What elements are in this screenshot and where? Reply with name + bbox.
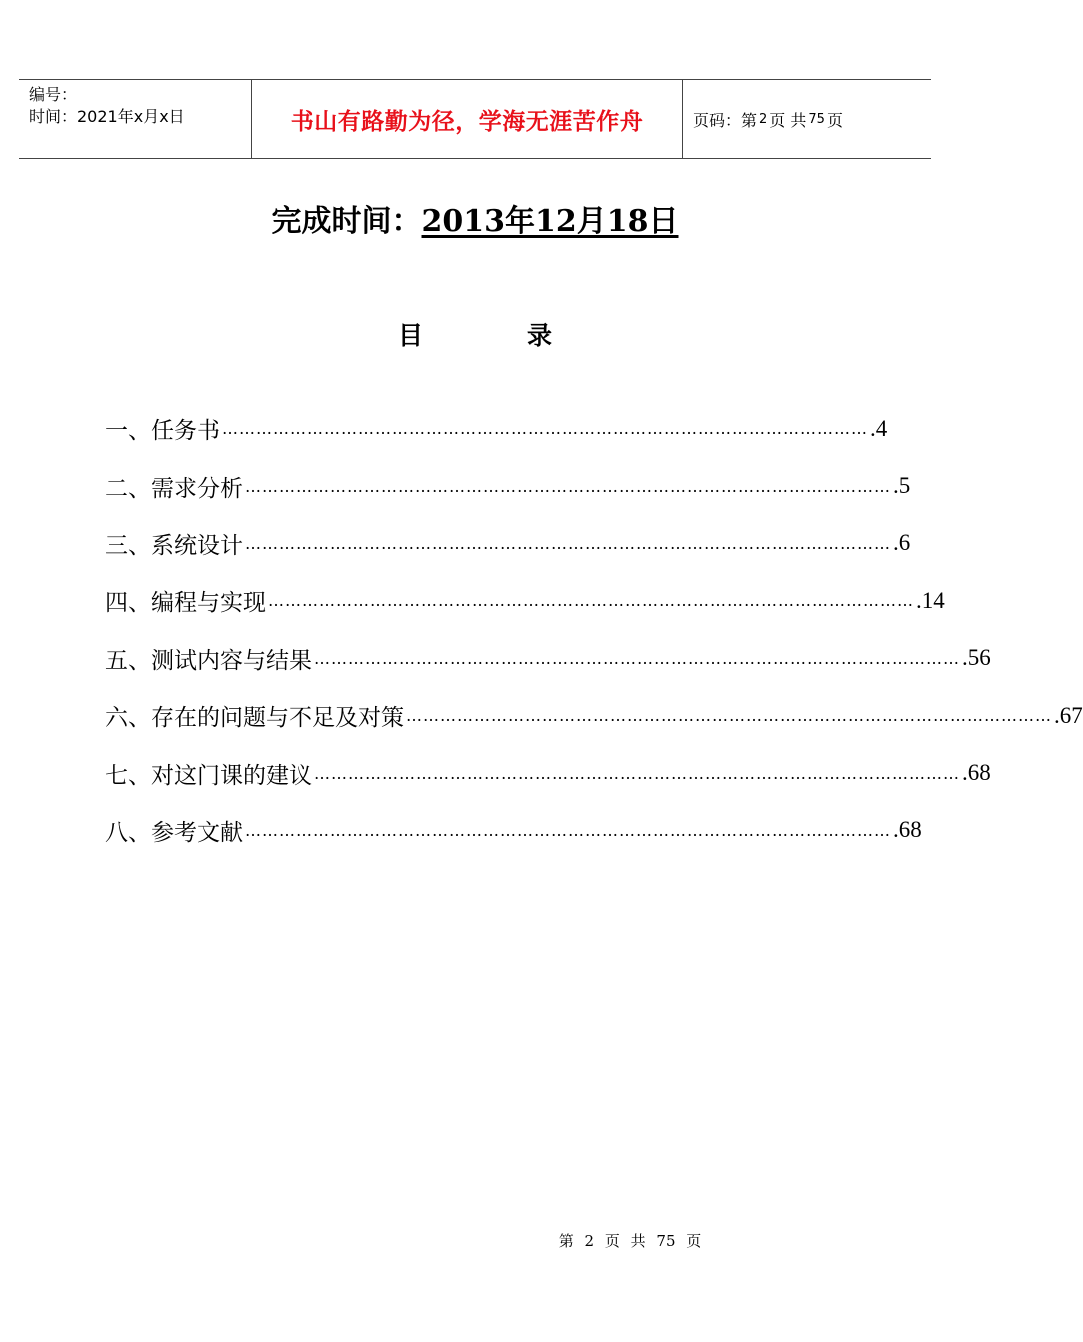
toc-leader-dots: …………………………………………………………………………………………………… <box>245 476 891 496</box>
toc-entry[interactable] <box>105 744 991 801</box>
completion-date: 2013年12月18日 <box>421 204 679 239</box>
toc-title <box>0 316 950 352</box>
toc-entry-page: .68 <box>893 817 922 843</box>
completion-time <box>0 196 950 240</box>
toc-entry-page: .14 <box>916 587 945 613</box>
toc-entry-page: .68 <box>962 760 991 786</box>
toc-entry-label: 五、测试内容与结果 <box>105 647 312 674</box>
toc-entry-page: .4 <box>870 415 888 441</box>
page-prefix: 页码：第 <box>693 110 758 130</box>
footer-page-number: 2 <box>584 1232 595 1250</box>
footer-p4: 页 <box>686 1232 702 1250</box>
header-meta <box>19 80 252 158</box>
toc-title-left: 目 <box>397 321 423 350</box>
toc-entry[interactable] <box>105 802 922 859</box>
completion-label: 完成时间： <box>271 204 422 239</box>
toc-entry[interactable] <box>105 687 1083 744</box>
toc-entry[interactable] <box>105 457 911 514</box>
page-footer <box>0 1230 950 1251</box>
page-suffix: 页 <box>826 110 843 130</box>
page-mid: 页 共 <box>769 110 807 130</box>
time-label: 时间：2021年x月x日 <box>29 107 185 126</box>
table-of-contents <box>105 400 1083 859</box>
toc-leader-dots: …………………………………………………………………………………………………… <box>245 533 891 553</box>
page-header <box>19 79 931 159</box>
toc-entry[interactable] <box>105 400 888 457</box>
toc-leader-dots: …………………………………………………………………………………………………… <box>268 591 914 611</box>
toc-entry[interactable] <box>105 572 945 629</box>
toc-entry[interactable] <box>105 515 911 572</box>
toc-entry-label: 六、存在的问题与不足及对策 <box>105 705 404 732</box>
footer-p1: 第 <box>558 1232 574 1250</box>
toc-entry-page: .67 <box>1054 702 1083 728</box>
serial-label: 编号： <box>29 85 78 104</box>
page-total: 75 <box>808 111 825 127</box>
toc-entry-label: 八、参考文献 <box>105 819 243 846</box>
toc-leader-dots: …………………………………………………………………………………………………… <box>314 648 960 668</box>
toc-entry-page: .5 <box>893 473 911 499</box>
toc-leader-dots: …………………………………………………………………………………………………… <box>222 419 868 439</box>
toc-entry-label: 一、任务书 <box>105 418 220 445</box>
header-motto: 书山有路勤为径，学海无涯苦作舟 <box>252 80 683 158</box>
page-number: 2 <box>759 111 768 127</box>
toc-leader-dots: …………………………………………………………………………………………………… <box>314 763 960 783</box>
toc-leader-dots: …………………………………………………………………………………………………… <box>406 706 1052 726</box>
footer-p2: 页 <box>604 1232 620 1250</box>
toc-entry-label: 四、编程与实现 <box>105 590 266 617</box>
toc-entry-page: .6 <box>893 530 911 556</box>
toc-leader-dots: …………………………………………………………………………………………………… <box>245 820 891 840</box>
toc-title-right: 录 <box>527 321 553 350</box>
toc-entry-page: .56 <box>962 645 991 671</box>
toc-entry-label: 二、需求分析 <box>105 475 243 502</box>
footer-total-pages: 75 <box>656 1232 676 1250</box>
header-page-info <box>683 80 931 158</box>
toc-entry[interactable] <box>105 630 991 687</box>
toc-entry-label: 七、对这门课的建议 <box>105 762 312 789</box>
footer-p3: 共 <box>630 1232 646 1250</box>
toc-entry-label: 三、系统设计 <box>105 532 243 559</box>
